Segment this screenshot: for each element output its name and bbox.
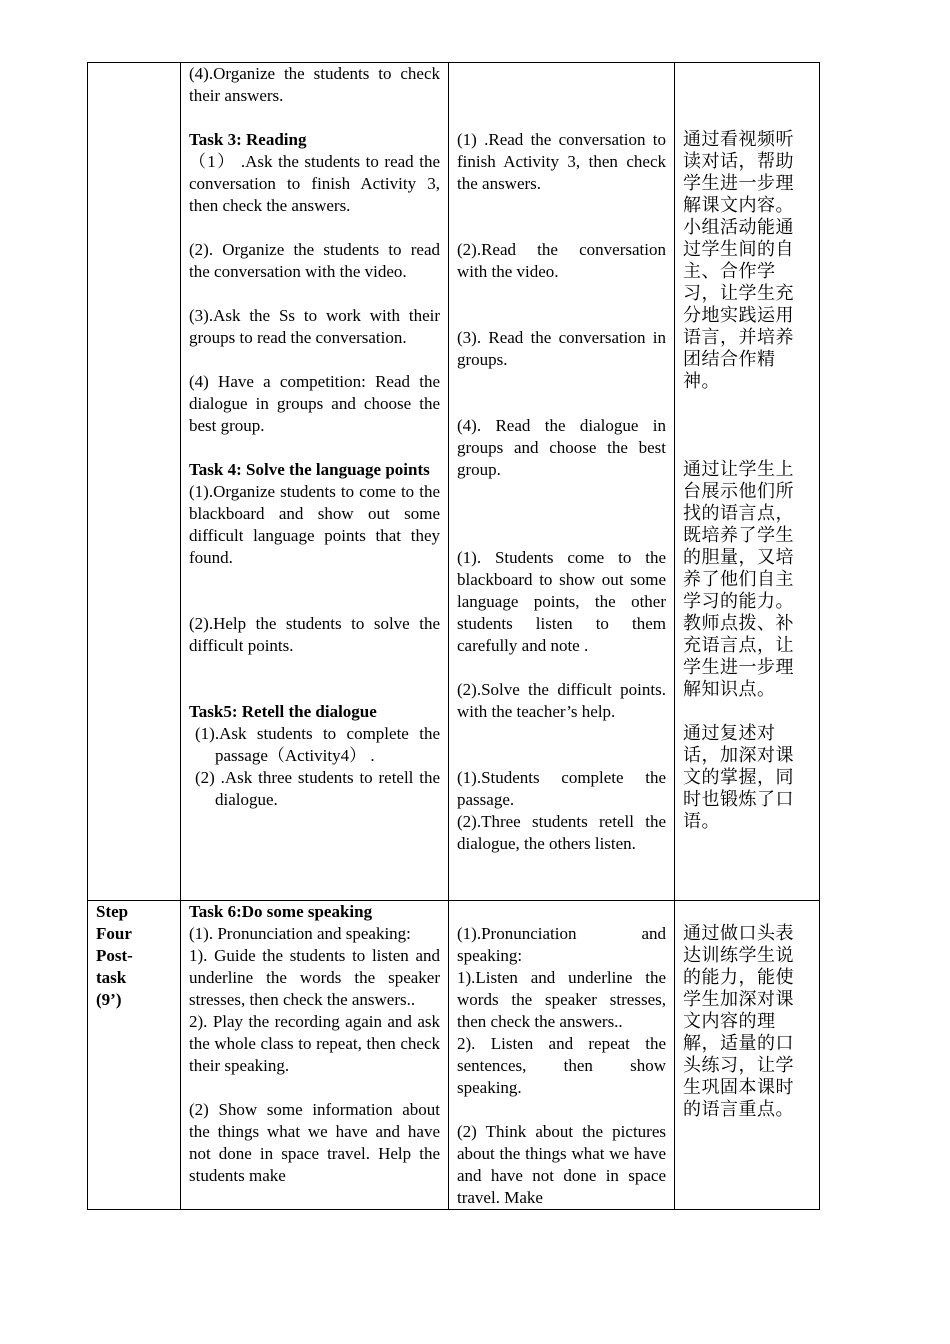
teacher-activities-cell	[181, 901, 449, 1210]
purpose-cell	[675, 901, 820, 1210]
purpose-task5: 通过复述对话，加深对课文的掌握，同时也锻炼了口语。	[683, 723, 794, 832]
student-task6-item1: (1).Pronunciation and speaking:	[457, 924, 666, 965]
teacher-activities-cell	[181, 63, 449, 901]
student-task6-item2: (2) Think about the pictures about the things what we have and have not done in space travel. Make	[457, 1122, 666, 1207]
student-task3-item4: (4). Read the dialogue in groups and choose the best group.	[457, 416, 666, 479]
task3-item2: (2). Organize the students to read the conversation with the video.	[189, 240, 440, 281]
purpose-task3: 通过看视频听读对话，帮助学生进一步理解课文内容。小组活动能通过学生间的自主、合作学习，让学生充分地实践运用语言，并培养团结合作精神。	[683, 129, 794, 392]
lesson-plan-table	[87, 62, 820, 1210]
student-task3-item2: (2).Read the conversation with the video.	[457, 240, 666, 281]
student-task4-item2: (2).Solve the difficult points. with the teacher’s help.	[457, 680, 666, 721]
task3-item3: (3).Ask the Ss to work with their groups to read the conversation.	[189, 306, 440, 347]
student-activities-cell	[449, 901, 675, 1210]
task3-title: Task 3: Reading	[189, 130, 307, 149]
step-label-line: Post-	[96, 946, 133, 965]
task6-item1b: 2). Play the recording again and ask the whole class to repeat, then check their speaking.	[189, 1012, 440, 1075]
task2-item4: (4).Organize the students to check their answers.	[189, 64, 440, 105]
purpose-cell	[675, 63, 820, 901]
task5-item1: (1).Ask students to complete the passage（Activity4） .	[195, 724, 440, 765]
student-task6-item1a: 1).Listen and underline the words the speaker stresses, then check the answers..	[457, 968, 666, 1031]
task6-item1: (1). Pronunciation and speaking:	[189, 924, 411, 943]
task4-item1: (1).Organize students to come to the blackboard and show out some difficult language points that they found.	[189, 482, 440, 567]
step-cell-empty	[88, 63, 181, 901]
student-task3-item1: (1) .Read the conversation to finish Activity 3, then check the answers.	[457, 130, 666, 193]
task6-title: Task 6:Do some speaking	[189, 902, 373, 921]
task6-item1a: 1). Guide the students to listen and underline the words the speaker stresses, then check the answers..	[189, 946, 440, 1009]
purpose-task6: 通过做口头表达训练学生说的能力，能使学生加深对课文内容的理解，适量的口头练习，让学生巩固本课时的语言重点。	[683, 923, 794, 1120]
student-activities-cell	[449, 63, 675, 901]
step-label-line: Four	[96, 924, 132, 943]
task5-title: Task5: Retell the dialogue	[189, 702, 377, 721]
step-label-line: (9’)	[96, 990, 122, 1009]
step-label-line: task	[96, 968, 127, 987]
student-task6-item1b: 2). Listen and repeat the sentences, then show speaking.	[457, 1034, 666, 1097]
step-label-line: Step	[96, 902, 129, 921]
task4-title: Task 4: Solve the language points	[189, 460, 430, 479]
purpose-task4: 通过让学生上台展示他们所找的语言点，既培养了学生的胆量，又培养了他们自主学习的能力。教师点拨、补充语言点，让学生进一步理解知识点。	[683, 459, 794, 700]
table-row	[88, 901, 820, 1210]
step-label-cell	[88, 901, 181, 1210]
task5-item2: (2) .Ask three students to retell the dialogue.	[195, 768, 440, 809]
task3-item4: (4) Have a competition: Read the dialogue in groups and choose the best group.	[189, 372, 440, 435]
student-task5-item1: (1).Students complete the passage.	[457, 768, 666, 809]
student-task4-item1: (1). Students come to the blackboard to show out some language points, the other students listen to them carefully and note .	[457, 548, 666, 655]
table-row	[88, 63, 820, 901]
task3-item1: （1） .Ask the students to read the conversation to finish Activity 3, then check the answers.	[189, 152, 440, 215]
student-task3-item3: (3). Read the conversation in groups.	[457, 328, 666, 369]
task4-item2: (2).Help the students to solve the difficult points.	[189, 614, 440, 655]
task6-item2: (2) Show some information about the things what we have and have not done in space travel. Help the students make	[189, 1100, 440, 1185]
student-task5-item2: (2).Three students retell the dialogue, the others listen.	[457, 812, 666, 853]
